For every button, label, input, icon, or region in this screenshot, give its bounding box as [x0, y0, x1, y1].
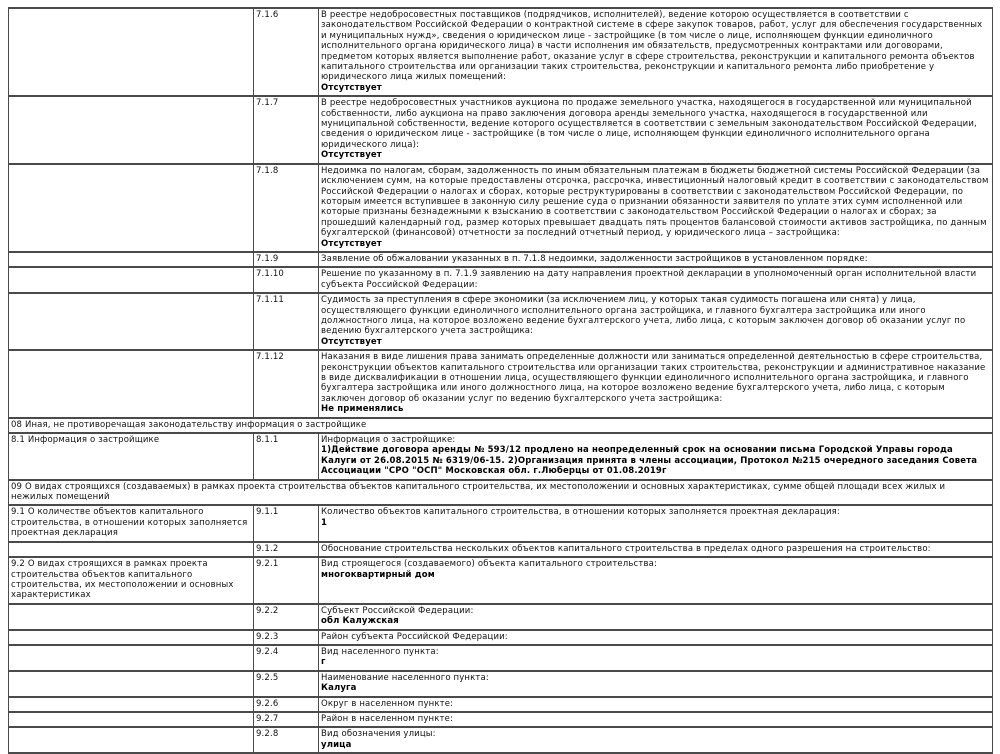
- section-header-text: 09 О видах строящихся (создаваемых) в рамках проекта строительства объектов капитального строительства, их местоположении и основных характеристиках, сумме общей площади всех жилых и нежилых помещений: [9, 480, 993, 506]
- project-declaration-document: [8, 7, 992, 754]
- row-topic-cell: [9, 8, 254, 96]
- table-row: [9, 630, 993, 645]
- table-row: [9, 96, 993, 163]
- row-number-cell: 9.2.5: [254, 671, 319, 697]
- table-row: [9, 604, 993, 630]
- row-question-text: Недоимка по налогам, сборам, задолженность по иным обязательным платежам в бюджеты бюджетной системы Российской Федерации (за исключением сумм, на которые предоставлены отсрочка, рассрочка, инвестиционный налоговый кредит в соответствии с законодательством Российской Федерации о налогах и сборах, которые реструктурированы в соответствии с законодательством Российской Федерации, по которым имеется вступившее в законную силу решение суда о признании обязанности заявителя по уплате этих сумм исполненной или которые признаны безнадежными к взысканию в соответствии с законодательством Российской Федерации о налогах и сборах; за прошедший календарный год, размер которых превышает двадцать пять процентов балансовой стоимости активов застройщика, по данным бухгалтерской (финансовой) отчетности за последний отчетный период, у юридического лица – застройщика:: [321, 165, 989, 239]
- row-question-text: Наказания в виде лишения права занимать определенные должности или заниматься определенной деятельностью в сфере строительства, реконструкции объектов капитального строительства или организации таких строительства, реконструкции и административное наказание в виде дисквалификации в отношении лица, осуществляющего функции единоличного исполнительного органа застройщика, и главного бухгалтера застройщика или иного должностного лица, на которое возложено ведение бухгалтерского учета, либо лица, с которым заключен договор об оказании услуг по ведению бухгалтерского учета застройщика:: [321, 352, 986, 404]
- row-number-cell: 9.2.3: [254, 630, 319, 645]
- table-row: [9, 645, 993, 671]
- table-row: [9, 697, 993, 712]
- row-number-cell: 7.1.10: [254, 267, 319, 293]
- section-header-text: 08 Иная, не противоречащая законодательству информация о застройщике: [9, 418, 993, 433]
- row-content-cell: [319, 604, 993, 630]
- row-question-text: Округ в населенном пункте:: [321, 698, 454, 709]
- row-topic-cell: [9, 604, 254, 630]
- row-number-cell: 7.1.12: [254, 350, 319, 417]
- row-topic-cell: [9, 712, 254, 727]
- declaration-table: [8, 7, 993, 754]
- declaration-table-body: [9, 8, 993, 753]
- row-answer-text: 1)Действие договора аренды № 593/12 продлено на неопределенный срок на основании письма Городской Управы города Калуги от 26.08.2015 № 6319/06-15. 2)Организация принята в члены ассоциации, Протокол №215 очередного заседания Совета Ассоциации "СРО "ОСП" Московская обл. г.Люберцы от 01.08.2019г: [321, 445, 978, 477]
- row-topic-cell: [9, 350, 254, 417]
- row-question-text: Судимость за преступления в сфере экономики (за исключением лиц, у которых такая судимость погашена или снята) у лица, осуществляющего функции единоличного исполнительного органа застройщика, и главного бухгалтера застройщика или иного должностного лица, на которое возложено ведение бухгалтерского учета, либо лица, с которым заключен договор об оказании услуг по ведению бухгалтерского учета застройщика:: [321, 295, 966, 337]
- table-row: [9, 542, 993, 557]
- row-content-cell: [319, 267, 993, 293]
- table-row: [9, 433, 993, 480]
- row-answer-text: улица: [321, 739, 352, 750]
- row-answer-text: Не применялись: [321, 404, 404, 415]
- row-content-cell: [319, 293, 993, 350]
- row-question-text: Вид обозначения улицы:: [321, 729, 436, 740]
- row-question-text: В реестре недобросовестных участников аукциона по продаже земельного участка, находящегося в государственной или муниципальной собственности, либо аукциона на право заключения договора аренды земельного участка, находящегося в государственной или муниципальной собственности, ведение которого осуществляется в соответствии с земельным законодательством Российской Федерации, сведения о юридическом лице - застройщике (в том числе о лице, исполняющем функции единоличного исполнительного органа юридического лица):: [321, 98, 977, 150]
- table-row: [9, 557, 993, 604]
- row-content-cell: [319, 96, 993, 163]
- row-topic-cell: [9, 542, 254, 557]
- row-topic-cell: 9.2 О видах строящихся в рамках проекта строительства объектов капитального строительства, их местоположении и основных характеристиках: [9, 557, 254, 604]
- table-row: [9, 712, 993, 727]
- row-question-text: Район в населенном пункте:: [321, 713, 454, 724]
- row-content-cell: [319, 164, 993, 252]
- row-question-text: Район субъекта Российской Федерации:: [321, 631, 508, 642]
- row-answer-text: Отсутствует: [321, 150, 382, 161]
- row-topic-cell: [9, 96, 254, 163]
- row-question-text: Заявление об обжаловании указанных в п. 7.1.8 недоимки, задолженности застройщиков в установленном порядке:: [321, 253, 868, 264]
- row-content-cell: [319, 542, 993, 557]
- table-row: [9, 252, 993, 267]
- row-topic-cell: [9, 697, 254, 712]
- section-header-row: [9, 480, 993, 506]
- row-question-text: Количество объектов капитального строительства, в отношении которых заполняется проектная декларация:: [321, 507, 840, 518]
- row-answer-text: Отсутствует: [321, 238, 382, 249]
- row-number-cell: 9.2.7: [254, 712, 319, 727]
- row-content-cell: [319, 630, 993, 645]
- row-number-cell: 7.1.6: [254, 8, 319, 96]
- row-content-cell: [319, 671, 993, 697]
- row-topic-cell: [9, 164, 254, 252]
- row-topic-cell: 8.1 Информация о застройщике: [9, 433, 254, 480]
- row-number-cell: 9.2.6: [254, 697, 319, 712]
- row-content-cell: [319, 433, 993, 480]
- row-question-text: Наименование населенного пункта:: [321, 672, 489, 683]
- row-topic-cell: [9, 645, 254, 671]
- row-content-cell: [319, 350, 993, 417]
- row-number-cell: 9.2.8: [254, 727, 319, 753]
- row-number-cell: 7.1.8: [254, 164, 319, 252]
- row-question-text: Субъект Российской Федерации:: [321, 605, 474, 616]
- row-topic-cell: 9.1 О количестве объектов капитального строительства, в отношении которых заполняется проектная декларация: [9, 505, 254, 541]
- row-question-text: Информация о застройщике:: [321, 435, 456, 446]
- row-question-text: Вид населенного пункта:: [321, 646, 439, 657]
- row-number-cell: 9.2.1: [254, 557, 319, 604]
- row-number-cell: 9.1.1: [254, 505, 319, 541]
- row-answer-text: обл Калужская: [321, 616, 399, 627]
- row-answer-text: Калуга: [321, 683, 357, 694]
- table-row: [9, 727, 993, 753]
- row-answer-text: многоквартирный дом: [321, 569, 435, 580]
- table-row: [9, 267, 993, 293]
- row-number-cell: 8.1.1: [254, 433, 319, 480]
- row-number-cell: 7.1.9: [254, 252, 319, 267]
- row-answer-text: г: [321, 657, 326, 668]
- row-question-text: В реестре недобросовестных поставщиков (подрядчиков, исполнителей), ведение которою осуществляется в соответствии с законодательством Российской Федерации о контрактной системе в сфере закупок товаров, работ, услуг для обеспечения государственных и муниципальных нужд», сведения о юридическом лице - застройщике (в том числе о лице, исполняющем функции единоличного исполнительного органа юридического лица) в части исполнения им обязательств, предусмотренных контрактами или договорами, предметом которых является выполнение работ, оказание услуг в сфере строительства, реконструкции и капитального ремонта объектов капитального строительства или организации таких строительства, реконструкции и капитального ремонта либо приобретение у юридического лица жилых помещений:: [321, 10, 983, 83]
- row-answer-text: Отсутствует: [321, 82, 382, 93]
- table-row: [9, 8, 993, 96]
- row-question-text: Обоснование строительства нескольких объектов капитального строительства в пределах одного разрешения на строительство:: [321, 543, 931, 554]
- row-number-cell: 7.1.11: [254, 293, 319, 350]
- row-answer-text: 1: [321, 517, 328, 528]
- table-row: [9, 293, 993, 350]
- section-header-row: [9, 418, 993, 433]
- row-content-cell: [319, 252, 993, 267]
- row-content-cell: [319, 712, 993, 727]
- row-number-cell: 9.2.4: [254, 645, 319, 671]
- row-topic-cell: [9, 630, 254, 645]
- row-content-cell: [319, 505, 993, 541]
- row-topic-cell: [9, 252, 254, 267]
- row-topic-cell: [9, 267, 254, 293]
- row-content-cell: [319, 727, 993, 753]
- table-row: [9, 164, 993, 252]
- row-content-cell: [319, 697, 993, 712]
- table-row: [9, 505, 993, 541]
- row-number-cell: 9.2.2: [254, 604, 319, 630]
- row-content-cell: [319, 645, 993, 671]
- table-row: [9, 671, 993, 697]
- row-question-text: Вид строящегося (создаваемого) объекта капитального строительства:: [321, 559, 657, 570]
- row-question-text: Решение по указанному в п. 7.1.9 заявлению на дату направления проектной декларации в уполномоченный орган исполнительной власти субъекта Российской Федерации:: [321, 269, 977, 290]
- table-row: [9, 350, 993, 417]
- row-topic-cell: [9, 727, 254, 753]
- row-topic-cell: [9, 293, 254, 350]
- row-content-cell: [319, 8, 993, 96]
- row-topic-cell: [9, 671, 254, 697]
- row-answer-text: Отсутствует: [321, 336, 382, 347]
- row-number-cell: 7.1.7: [254, 96, 319, 163]
- row-number-cell: 9.1.2: [254, 542, 319, 557]
- row-content-cell: [319, 557, 993, 604]
